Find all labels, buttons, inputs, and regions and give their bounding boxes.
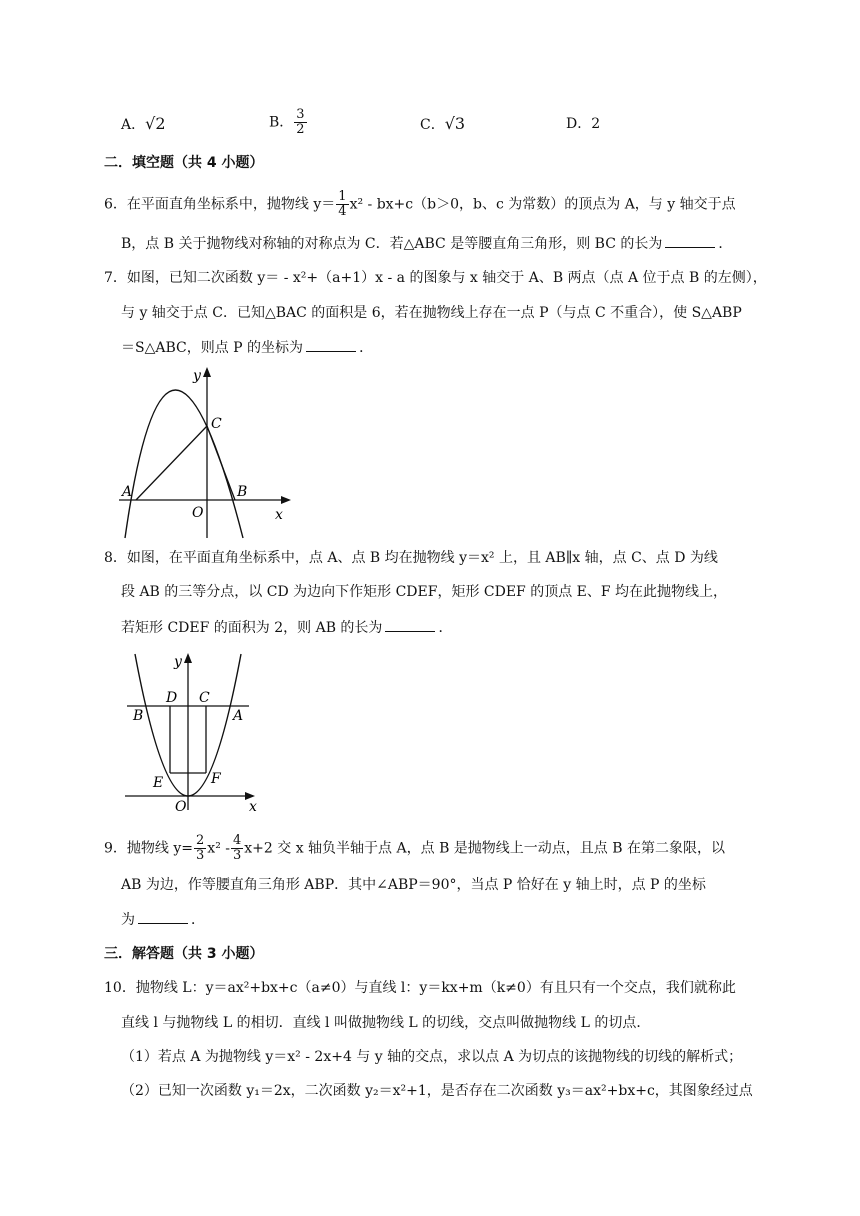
q9-text-1a: 抛物线 y= [126, 840, 194, 857]
q9-line-3 [121, 909, 205, 930]
q10-part-2 [121, 1081, 753, 1101]
q9-number: 9． [104, 840, 127, 857]
q8-end: ． [438, 620, 453, 636]
q9-text-3: 为 [121, 912, 135, 928]
q9-fraction-1 [194, 834, 206, 863]
q8-label-x: x [249, 799, 257, 814]
q7-text-1: 如图，已知二次函数 y＝ - x²+（a+1）x - a 的图象与 x 轴交于 A、B 两点（点 A 位于点 B 的左侧）， [126, 270, 767, 286]
section-3-title: 三．解答题（共 3 小题） [104, 946, 264, 962]
q8-text-3: 若矩形 CDEF 的面积为 2，则 AB 的长为 [121, 620, 383, 636]
q7-label-x: x [275, 507, 283, 523]
q6-fraction-numerator: 1 [338, 189, 347, 204]
q10-line-1 [104, 978, 736, 998]
q9-answer-blank[interactable] [138, 909, 188, 924]
q7-line-2 [121, 303, 742, 323]
q6-fraction-denominator: 4 [338, 204, 347, 219]
q8-number: 8． [104, 550, 127, 566]
q7-label-y: y [193, 368, 201, 384]
q7-label-o: O [192, 505, 204, 521]
q9-fraction-2-denominator: 3 [233, 848, 242, 863]
q8-answer-blank[interactable] [385, 617, 435, 632]
q7-parabola [125, 390, 243, 538]
option-b-fraction [294, 108, 306, 137]
option-d-value: 2 [591, 116, 601, 132]
q8-label-o: O [175, 799, 187, 814]
q8-label-b: B [133, 708, 144, 724]
q7-text-2: 与 y 轴交于点 C．已知△BAC 的面积是 6，若在抛物线上存在一点 P（与点 C 不重合），使 S△ABP [121, 305, 742, 321]
option-b [269, 108, 308, 137]
option-a [121, 114, 166, 135]
q10-number: 10． [104, 980, 136, 996]
q8-label-c: C [199, 690, 210, 706]
q9-fraction-1-numerator: 2 [196, 833, 205, 848]
q8-label-d: D [166, 690, 178, 706]
q6-text-1a: 在平面直角坐标系中，抛物线 y＝ [126, 196, 336, 213]
q6-text-2: B，点 B 关于抛物线对称轴的对称点为 C．若△ABC 是等腰直角三角形，则 BC 的长为 [121, 236, 663, 252]
q8-y-arrow [184, 653, 192, 663]
q10-text-part-2: （2）已知一次函数 y₁＝2x，二次函数 y₂＝x²+1，是否存在二次函数 y₃＝ax²+bx+c，其图象经过点 [121, 1083, 753, 1099]
q7-y-arrow [203, 367, 211, 377]
q9-fraction-1-denominator: 3 [196, 848, 205, 863]
q9-end: ． [191, 912, 205, 928]
q9-text-2: AB 为边，作等腰直角三角形 ABP．其中∠ABP＝90°，当点 P 恰好在 y 轴上时，点 P 的坐标 [121, 877, 706, 893]
option-a-value: √2 [145, 114, 166, 133]
q8-line-2 [121, 582, 727, 602]
q6-line-1 [104, 190, 736, 219]
q6-fraction [336, 190, 348, 219]
q9-text-mid: x² - [207, 840, 230, 857]
q10-text-part-1: （1）若点 A 为抛物线 y＝x² - 2x+4 与 y 轴的交点，求以点 A 为切点的该抛物线的切线的解析式； [121, 1049, 743, 1065]
option-d-label: D． [566, 116, 592, 132]
option-a-label: A． [121, 117, 146, 133]
q10-line-2 [121, 1013, 650, 1033]
q6-text-1b: x² - bx+c（b＞0，b、c 为常数）的顶点为 A，与 y 轴交于点 [349, 196, 736, 213]
q7-x-arrow [281, 496, 291, 504]
q8-line-1 [104, 548, 718, 568]
q9-line-1 [104, 834, 725, 863]
q7-label-a: A [122, 484, 133, 500]
q6-line-2 [121, 233, 732, 254]
q10-text-1: 抛物线 L：y＝ax²+bx+c（a≠0）与直线 l：y＝kx+m（k≠0）有且只有一个交点，我们就称此 [135, 980, 736, 996]
q9-fraction-2 [231, 834, 243, 863]
q10-part-1 [121, 1047, 742, 1067]
q8-figure [115, 648, 275, 814]
q9-text-1b: x+2 交 x 轴负半轴于点 A，点 B 是抛物线上一动点，且点 B 在第二象限，以 [244, 840, 725, 857]
q7-figure [115, 362, 300, 542]
q7-label-c: C [211, 416, 222, 432]
section-2-title: 二．填空题（共 4 小题） [104, 155, 264, 171]
q8-label-f: F [211, 771, 221, 787]
option-b-denominator: 2 [296, 122, 305, 137]
q8-text-1: 如图，在平面直角坐标系中，点 A、点 B 均在抛物线 y＝x² 上，且 AB∥x 轴，点 C、点 D 为线 [126, 550, 718, 566]
q6-end: ． [718, 236, 733, 252]
option-d [566, 114, 600, 134]
option-b-label: B． [269, 114, 294, 131]
option-c-label: C． [420, 117, 445, 133]
q7-line-3 [121, 337, 373, 358]
q8-label-a: A [233, 708, 244, 724]
q6-number: 6． [104, 196, 127, 213]
q10-text-2: 直线 l 与抛物线 L 的相切．直线 l 叫做抛物线 L 的切线，交点叫做抛物线 L 的切点． [121, 1015, 651, 1031]
q9-line-2 [121, 875, 706, 895]
q7-text-3: ＝S△ABC，则点 P 的坐标为 [121, 340, 304, 356]
q8-label-e: E [153, 775, 164, 791]
q7-line-1 [104, 268, 767, 288]
q7-end: ． [359, 340, 374, 356]
q7-segment-ac [136, 426, 207, 500]
q7-number: 7． [104, 270, 127, 286]
q9-fraction-2-numerator: 4 [233, 833, 242, 848]
q8-label-y: y [174, 654, 182, 670]
q8-line-3 [121, 617, 452, 638]
option-b-numerator: 3 [296, 107, 305, 122]
option-c [420, 114, 465, 135]
q7-segment-bc [207, 426, 235, 500]
q7-answer-blank[interactable] [306, 337, 356, 352]
q7-label-b: B [237, 484, 248, 500]
q6-answer-blank[interactable] [665, 233, 715, 248]
q8-text-2: 段 AB 的三等分点，以 CD 为边向下作矩形 CDEF，矩形 CDEF 的顶点 E、F 均在此抛物线上， [121, 584, 728, 600]
option-c-value: √3 [444, 114, 466, 133]
